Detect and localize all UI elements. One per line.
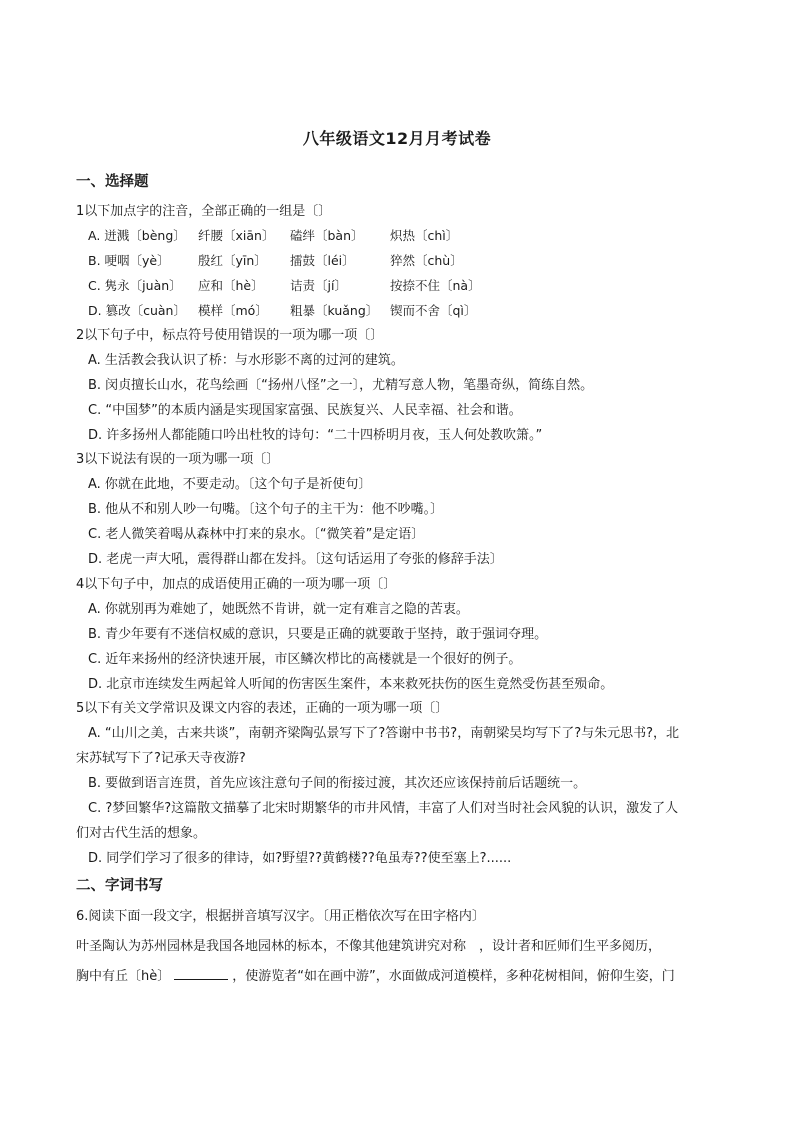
question-3-option-b: B. 他从不和别人吵一句嘴。〔这个句子的主干为：他不吵嘴。〕	[88, 502, 444, 517]
question-2-option-b: B. 闵贞擅长山水，花鸟绘画〔“扬州八怪”之一〕，尤精写意人物，笔墨奇纵，简练自然。	[88, 378, 594, 393]
question-3-option-d: D. 老虎一声大吼，震得群山都在发抖。〔这句话运用了夸张的修辞手法〕	[88, 552, 503, 567]
option-word: 锲而不舍〔qì〕	[390, 303, 477, 318]
option-word: 诘责〔jí〕	[290, 278, 347, 293]
question-5-option-a: A. “山川之美，古来共谈”，南朝齐梁陶弘景写下了?答谢中书书?，南朝梁吴均写下了?与朱元思书?，北	[88, 726, 679, 741]
question-3-option-c: C. 老人微笑着喝从森林中打来的泉水。〔“微笑着”是定语〕	[88, 527, 425, 542]
section-heading-writing: 二、字词书写	[76, 878, 163, 894]
question-2-option-c: C. “中国梦”的本质内涵是实现国家富强、民族复兴、人民幸福、社会和谐。	[88, 403, 522, 418]
option-word: 模样〔mó〕	[198, 303, 268, 318]
question-3-stem: 3以下说法有误的一项为哪一项〔〕	[76, 452, 280, 467]
question-5-option-a-cont: 宋苏轼写下了?记承天寺夜游?	[76, 751, 246, 766]
question-5-option-d: D. 同学们学习了很多的律诗，如?野望??黄鹤楼??龟虽寿??使至塞上?......	[88, 851, 512, 866]
question-1-option-a	[88, 227, 510, 245]
question-4-stem: 4以下句子中，加点的成语使用正确的一项为哪一项〔〕	[76, 577, 397, 592]
question-5-option-c-cont: 们对古代生活的想象。	[76, 826, 207, 841]
page-title: 八年级语文12月月考试卷	[302, 129, 492, 148]
option-word: D. 篡改〔cuàn〕	[88, 303, 186, 318]
option-word: C. 隽永〔juàn〕	[88, 278, 182, 293]
option-word: 猝然〔chù〕	[390, 253, 463, 268]
option-word: 擂鼓〔léi〕	[290, 253, 355, 268]
option-word: 纤腰〔xiān〕	[198, 228, 275, 243]
question-1-option-d	[88, 302, 510, 320]
question-2-stem: 2以下句子中，标点符号使用错误的一项为哪一项〔〕	[76, 328, 384, 343]
question-1-stem: 1以下加点字的注音，全部正确的一组是〔〕	[76, 204, 332, 219]
question-3-option-a: A. 你就在此地，不要走动。〔这个句子是祈使句〕	[88, 477, 372, 492]
question-5-option-b: B. 要做到语言连贯，首先应该注意句子间的衔接过渡，其次还应该保持前后话题统一。	[88, 776, 587, 791]
option-word: 粗暴〔kuǎng〕	[290, 303, 379, 318]
option-word: 殷红〔yīn〕	[198, 253, 267, 268]
passage-text: 胸中有丘〔hè〕	[76, 969, 171, 984]
question-4-option-c: C. 近年来扬州的经济快速开展，市区鳞次栉比的高楼就是一个很好的例子。	[88, 652, 522, 667]
passage-text: ，使游览者“如在画中游”，水面做成河道模样，多种花树相间，俯仰生姿，门	[232, 969, 675, 984]
option-word: A. 迸溅〔bèng〕	[88, 228, 186, 243]
option-word: 按捺不住〔nà〕	[390, 278, 481, 293]
section-heading-choice: 一、选择题	[76, 174, 149, 190]
fill-in-blank[interactable]	[174, 967, 228, 980]
question-5-option-c: C. ?梦回繁华?这篇散文描摹了北宋时期繁华的市井风情，丰富了人们对当时社会风貌的认识，激发了人	[88, 801, 679, 816]
question-1-option-b	[88, 252, 510, 270]
option-word: B. 哽咽〔yè〕	[88, 253, 170, 268]
question-1-option-c	[88, 277, 510, 295]
question-4-option-b: B. 青少年要有不迷信权威的意识，只要是正确的就要敢于坚持，敢于强词夺理。	[88, 627, 548, 642]
option-word: 磕绊〔bàn〕	[290, 228, 364, 243]
question-4-option-d: D. 北京市连续发生两起耸人听闻的伤害医生案件，本来救死扶伤的医生竟然受伤甚至殒命。	[88, 677, 614, 692]
question-4-option-a: A. 你就别再为难她了，她既然不肯讲，就一定有难言之隐的苦衷。	[88, 602, 469, 617]
question-5-stem: 5以下有关文学常识及课文内容的表述，正确的一项为哪一项〔〕	[76, 701, 449, 716]
question-2-option-a: A. 生活教会我认识了桥：与水形影不离的过河的建筑。	[88, 353, 404, 368]
question-2-option-d: D. 许多扬州人都能随口吟出杜牧的诗句：“二十四桥明月夜，玉人何处教吹箫。”	[88, 428, 543, 443]
question-6-stem: 6.阅读下面一段文字，根据拼音填写汉字。〔用正楷依次写在田字格内〕	[76, 909, 485, 924]
question-6-passage-line-1: 叶圣陶认为苏州园林是我国各地园林的标本，不像其他建筑讲究对称 ，设计者和匠师们生平多阅历，	[76, 939, 662, 954]
option-word: 应和〔hè〕	[198, 278, 264, 293]
option-word: 炽热〔chì〕	[390, 228, 459, 243]
question-6-passage-line-2	[76, 967, 675, 986]
